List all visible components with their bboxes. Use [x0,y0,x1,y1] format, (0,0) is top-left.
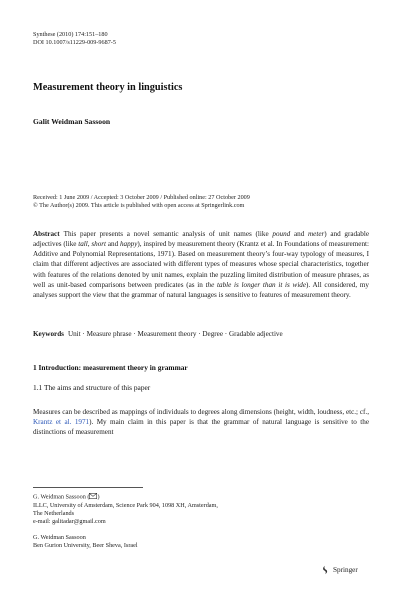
publisher-name: Springer [333,566,358,574]
springer-logo-icon [320,565,330,575]
abstract-text: ) and gradable adjectives (like [33,230,370,249]
abstract-text: , [87,240,92,249]
author-name: Galit Weidman Sassoon [33,117,111,126]
affiliation-block [33,493,218,526]
dates-line: Received: 1 June 2009 / Accepted: 3 October 2009 / Published online: 27 October 2009 [33,194,250,201]
citation-link[interactable]: Krantz et al. 1971 [33,418,90,427]
affiliation-name: G. Weidman Sassoon [33,534,86,541]
abstract-italic: meter [308,230,325,238]
doi: DOI 10.1007/s11229-009-9687-5 [33,39,116,47]
journal-citation: Synthese (2010) 174:151–180 [33,31,108,38]
abstract [33,229,369,300]
abstract-italic: tall [78,240,88,249]
affiliation-email[interactable]: e-mail: galitadar@gmail.com [33,518,106,526]
footnote-divider [33,487,143,488]
abstract-text: and [106,240,120,249]
affiliation-address: ILLC, University of Amsterdam, Science Park 904, 1098 XH, Amsterdam, [33,501,218,509]
publisher-logo [320,565,358,575]
abstract-italic: short [91,240,107,249]
intro-paragraph [33,407,369,437]
keywords [33,329,369,339]
abstract-label: Abstract [33,230,60,238]
subsection-heading: 1.1 The aims and structure of this paper [33,383,151,392]
affiliation-name: G. Weidman Sassoon ( ) [33,493,100,501]
affiliation-address: Ben Gurion University, Beer Sheva, Israel [33,542,138,550]
abstract-text: ). All considered, my analyses support the view that the grammar of natural languages is sensitive to features of measurement theory. [33,280,369,299]
keywords-label: Keywords [33,330,64,338]
publication-dates [33,194,373,211]
journal-reference [33,31,116,47]
intro-text: ). My main claim in this paper is that the grammar of natural language is sensitive to the distinctions of measurement [33,418,369,437]
paper-title: Measurement theory in linguistics [33,82,183,93]
abstract-text: This paper presents a novel semantic analysis of unit names (like [63,230,273,238]
affiliation-block [33,534,138,550]
affiliation-country: The Netherlands [33,509,75,517]
abstract-italic: happy [119,240,138,249]
abstract-text: ), inspired by measurement theory (Krantz et al. In Foundations of measurement: Additive and Polynomial Representations, 1971). Based on measurement theory’s four-way typology of measures, I claim that different adjectives are associated with different types of measures whose special characteristics, together with features of the relations denoted by unit names, explain the puzzling limited distribution of measure phrases, as well as unit-based comparisons between predicates (as in [33,240,369,289]
section-heading: 1 Introduction: measurement theory in grammar [33,363,188,372]
keywords-text: Unit · Measure phrase · Measurement theory · Degree · Gradable adjective [67,330,283,338]
abstract-italic: pound [272,230,291,238]
abstract-italic: the table is longer than it is wide [205,280,307,289]
intro-text: Measures can be described as mappings of individuals to degrees along dimensions (height, width, loudness, etc.; cf., [33,408,369,416]
abstract-text: and [290,230,309,238]
copyright-line: © The Author(s) 2009. This article is published with open access at Springerlink.com [33,202,245,210]
